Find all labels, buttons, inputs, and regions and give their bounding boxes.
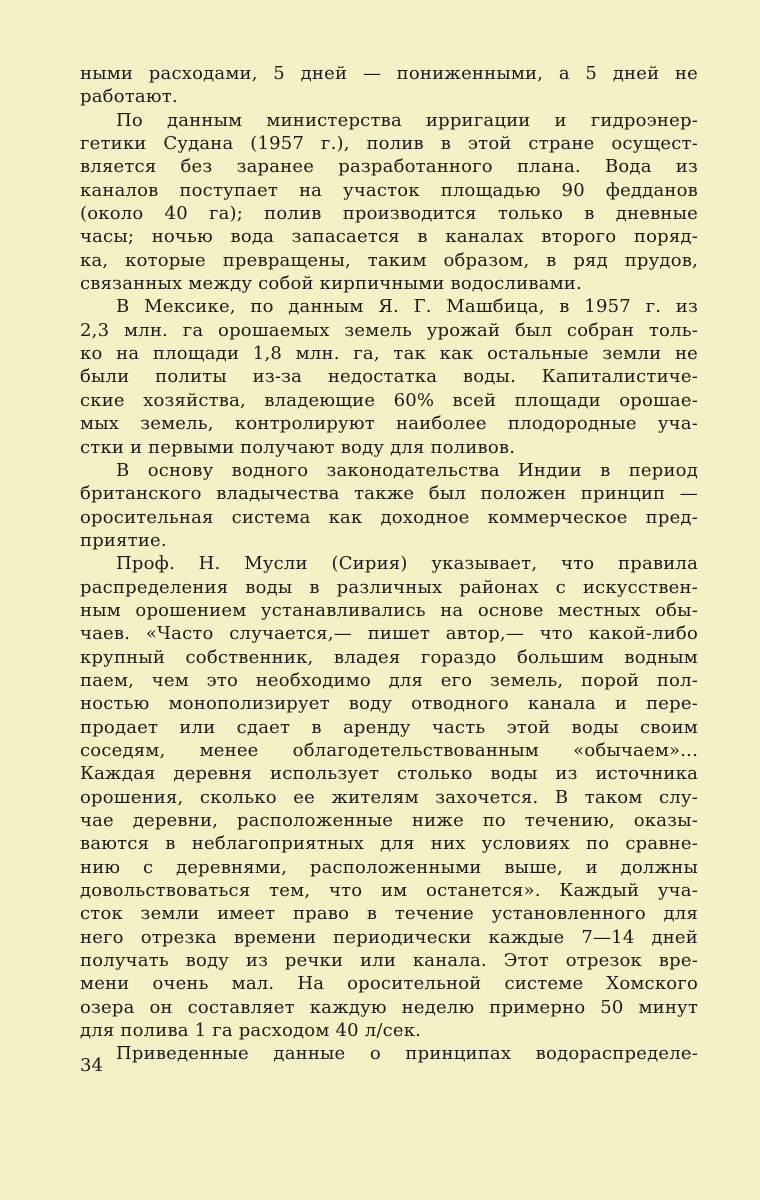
text-line: ко на площади 1,8 млн. га, так как остальные земли не (80, 343, 698, 365)
text-line: В Мексике, по данным Я. Г. Машбица, в 1957 г. из (116, 296, 698, 318)
text-line: были политы из-за недостатка воды. Капиталистиче- (80, 366, 698, 388)
text-line: Каждая деревня использует столько воды из источника (80, 763, 698, 785)
text-line: продает или сдает в аренду часть этой воды своим (80, 716, 698, 738)
text-line: ностью монополизирует воду отводного канала и пере- (80, 693, 698, 715)
text-line: для полива 1 га расходом 40 л/сек. (80, 1020, 422, 1042)
text-line: ными расходами, 5 дней — пониженными, а 5 дней не (80, 63, 698, 84)
text-line: 2,3 млн. га орошаемых земель урожай был собран толь- (80, 319, 698, 341)
text-line: британского владычества также был положен принцип — (80, 483, 698, 505)
text-line: (около 40 га); полив производится только в дневные (80, 203, 698, 225)
text-line: орошения, сколько ее жителям захочется. В таком слу- (80, 786, 698, 808)
page-body (80, 62, 698, 1066)
text-line: паем, чем это необходимо для его земель, порой пол- (80, 669, 698, 691)
text-line: озера он составляет каждую неделю примерно 50 минут (80, 996, 698, 1018)
text-line: соседям, менее облагодетельствованным «обычаем»... (80, 739, 698, 761)
text-line: крупный собственник, владея гораздо большим водным (80, 646, 698, 668)
text-line: ка, которые превращены, таким образом, в ряд прудов, (80, 249, 698, 271)
text-line: ские хозяйства, владеющие 60% всей площади орошае- (80, 389, 698, 411)
text-line: чаев. «Часто случается,— пишет автор,— что какой-либо (80, 623, 698, 645)
text-line: часы; ночью вода запасается в каналах второго поряд- (80, 226, 698, 248)
text-line: гетики Судана (1957 г.), полив в этой стране осущест- (80, 133, 698, 155)
text-line: нию с деревнями, расположенными выше, и должны (80, 856, 698, 878)
text-line: распределения воды в различных районах с искусствен- (80, 576, 698, 598)
text-line: оросительная система как доходное коммерческое пред- (80, 506, 698, 528)
text-line: вляется без заранее разработанного плана. Вода из (80, 156, 698, 178)
text-line: В основу водного законодательства Индии в период (116, 459, 698, 481)
text-line: сток земли имеет право в течение установленного для (80, 903, 698, 925)
text-line: него отрезка времени периодически каждые 7—14 дней (80, 926, 698, 948)
text-line: связанных между собой кирпичными водосливами. (80, 273, 582, 295)
text-line: чае деревни, расположенные ниже по течению, оказы- (80, 810, 698, 831)
page-number: 34 (80, 1055, 103, 1076)
text-line: мых земель, контролируют наиболее плодородные уча- (80, 413, 698, 435)
text-line: Проф. Н. Мусли (Сирия) указывает, что правила (116, 553, 698, 575)
text-line: приятие. (80, 529, 167, 551)
text-line: довольствоваться тем, что им останется». Каждый уча- (80, 880, 698, 902)
text-line: ваются в неблагоприятных для них условиях по сравне- (80, 833, 698, 855)
text-line: работают. (80, 86, 178, 108)
text-line: каналов поступает на участок площадью 90 федданов (80, 179, 698, 201)
text-line: получать воду из речки или канала. Этот отрезок вре- (80, 950, 698, 972)
text-line: стки и первыми получают воду для поливов. (80, 436, 516, 458)
text-line: ным орошением устанавливались на основе местных обы- (80, 599, 698, 621)
text-line: мени очень мал. На оросительной системе Хомского (80, 973, 698, 995)
text-line: По данным министерства ирригации и гидроэнер- (116, 109, 698, 131)
text-line: Приведенные данные о принципах водораспределе- (116, 1043, 698, 1065)
